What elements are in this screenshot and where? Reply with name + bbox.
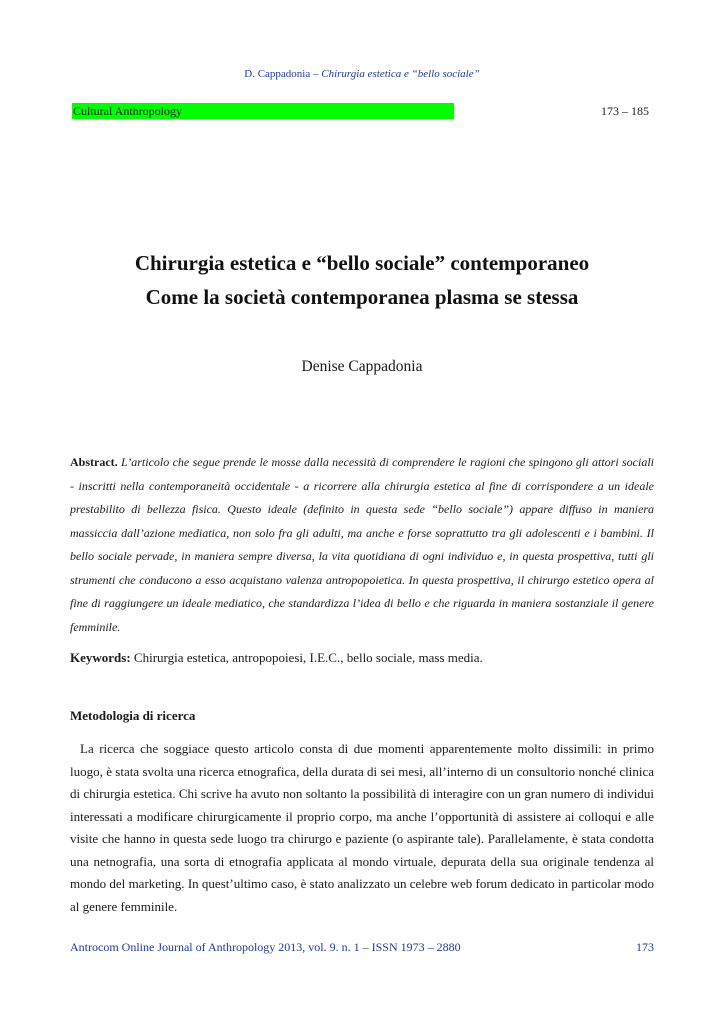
running-head bbox=[0, 68, 724, 80]
abstract-text: L’articolo che segue prende le mosse dalla necessità di comprendere le ragioni che spingono gli attori sociali - inscritti nella contemporaneità occidentale - a ricorrere alla chirurgia estetica al fine di corrispondere a un ideale prestabilito di bellezza fisica. Questo ideale (definito in questa sede “bello sociale”) appare diffuso in maniera massiccia dall’azione mediatica, non solo fra gli adulti, ma anche e forse soprattutto tra gli adolescenti e i bambini. Il bello sociale pervade, in maniera sempre diversa, la vita quotidiana di ogni individuo e, in questa prospettiva, tutti gli strumenti che conducono a esso acquistano valenza antropopoietica. In questa prospettiva, il chirurgo estetico opera al fine di raggiungere un ideale mediatico, che standardizza l’idea di bello e che riguarda in maniera sostanziale il genere femminile. bbox=[70, 455, 655, 634]
running-head-author: D. Cappadonia – bbox=[244, 68, 322, 80]
section-label bbox=[72, 103, 454, 119]
running-head-title: Chirurgia estetica e “bello sociale” bbox=[321, 68, 480, 80]
body-paragraph: La ricerca che soggiace questo articolo consta di due momenti apparentemente molto dissimili: in primo luogo, è stata svolta una ricerca etnografica, della durata di sei mesi, all’interno di un consultorio nonché clinica di chirurgia estetica. Chi scrive ha avuto non soltanto la possibilità di interagire con un gran numero di individui interessati a modificare chirurgicamente il proprio corpo, ma anche l’opportunità di assistere ai colloqui e alle visite che hanno in questa sede luogo tra chirurgo e paziente (o aspirante tale). Parallelamente, è stata condotta una netnografia, una sorta di etnografia applicata al mondo virtuale, depurata della sua originale tendenza al mondo del marketing. In quest’ultimo caso, è stato analizzato un celebre web forum dedicato in particolar modo al genere femminile. bbox=[70, 741, 654, 914]
paper-title bbox=[0, 246, 724, 314]
keywords-label: Keywords: bbox=[70, 650, 131, 665]
page-range: 173 – 185 bbox=[601, 104, 649, 118]
section-heading: Metodologia di ricerca bbox=[70, 708, 196, 723]
paper-title-line2: Come la società contemporanea plasma se stessa bbox=[145, 285, 579, 309]
abstract bbox=[70, 451, 654, 639]
keywords bbox=[70, 648, 654, 668]
footer-page-number: 173 bbox=[636, 940, 654, 954]
abstract-label: Abstract. bbox=[70, 455, 118, 469]
footer-journal: Antrocom Online Journal of Anthropology 2013, vol. 9. n. 1 – ISSN 1973 – 2880 bbox=[70, 940, 461, 954]
paper-title-line1: Chirurgia estetica e “bello sociale” contemporaneo bbox=[134, 251, 590, 275]
section-label-text: Cultural Anthropology bbox=[73, 104, 182, 118]
keywords-text: Chirurgia estetica, antropopoiesi, I.E.C., bello sociale, mass media. bbox=[133, 650, 483, 665]
author-name: Denise Cappadonia bbox=[301, 358, 423, 375]
